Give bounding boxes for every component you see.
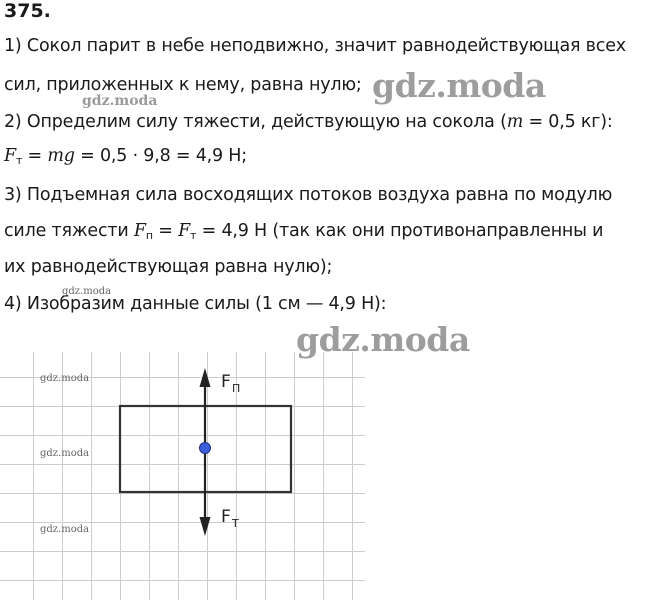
force-down-label: F	[221, 507, 231, 527]
watermark-large-2: gdz.moda	[296, 320, 470, 359]
solution-line-5: 3) Подъемная сила восходящих потоков воздуха равна по модулю	[4, 185, 613, 205]
watermark-large-1: gdz.moda	[372, 66, 546, 105]
line-3-text: 2) Определим силу тяжести, действующую на сокола (	[4, 112, 507, 132]
line-6-text: силе тяжести	[4, 221, 134, 241]
watermark-small-5: gdz.moda	[40, 524, 90, 535]
formula-rest: = 0,5 · 9,8 = 4,9 Н;	[74, 146, 247, 166]
formula-equals: =	[22, 146, 48, 166]
lift-symbol: F	[133, 221, 146, 241]
watermark-small-2: gdz.moda	[62, 286, 112, 297]
gravity-symbol-2: F	[178, 221, 191, 241]
gravity-symbol: F	[4, 146, 16, 166]
watermark-small-4: gdz.moda	[40, 448, 90, 459]
force-up-subscript: П	[232, 382, 241, 395]
mg-term: mg	[47, 146, 75, 166]
solution-line-1: 1) Сокол парит в небе неподвижно, значит равнодействующая всех	[4, 36, 626, 56]
watermark-small-1: gdz.moda	[82, 93, 158, 109]
solution-line-8: 4) Изобразим данные силы (1 см — 4,9 Н):	[4, 294, 387, 314]
force-down-subscript: Т	[232, 517, 239, 530]
force-up-label: F	[221, 372, 231, 392]
center-point	[200, 443, 211, 454]
arrow-down-icon	[200, 517, 211, 536]
solution-line-7: их равнодействующая равна нулю);	[4, 257, 333, 277]
line-3-tail: = 0,5 кг):	[523, 112, 613, 132]
watermark-small-3: gdz.moda	[40, 373, 90, 384]
gravity-subscript: т	[15, 154, 23, 167]
gravity-subscript-2: т	[190, 229, 197, 242]
solution-line-2: сил, приложенных к нему, равна нулю;	[4, 75, 362, 95]
line-6-rest: = 4,9 Н (так как они противонаправленны и	[196, 221, 604, 241]
grid	[0, 352, 365, 600]
problem-number: 375.	[4, 0, 51, 22]
line-6-eq: =	[152, 221, 179, 241]
lift-subscript: п	[145, 229, 153, 242]
mass-variable: m	[506, 112, 524, 132]
